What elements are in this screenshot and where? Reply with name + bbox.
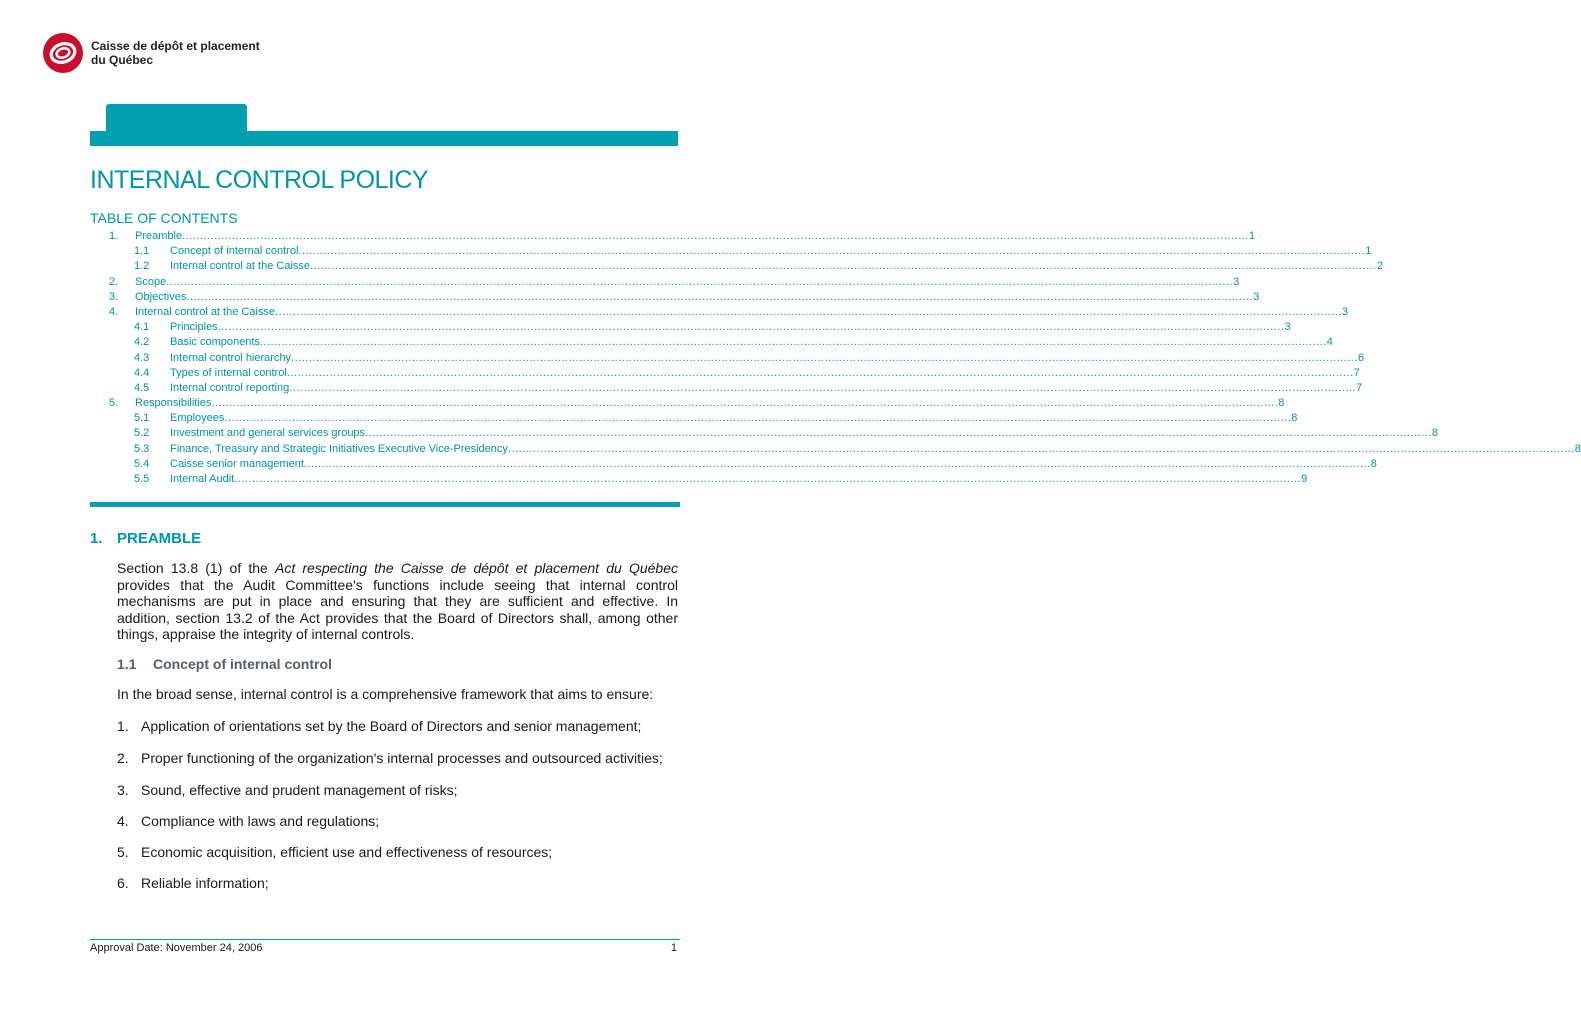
toc-entry-line	[135, 275, 1240, 290]
toc-entry[interactable]	[90, 381, 1363, 396]
toc-entry-text: Internal control at the Caisse	[135, 305, 276, 318]
list-item-text: Reliable information;	[141, 875, 269, 891]
toc-entry[interactable]	[90, 472, 1308, 487]
toc-entry-page: 3	[1253, 290, 1260, 303]
act-title: Act respecting the Caisse de dépôt et placement du Québec	[275, 560, 678, 576]
toc-leader-dots: ............................................................................................................................................................................................................................................................................................................	[234, 473, 1302, 485]
toc-entry-page: 6	[1357, 351, 1365, 364]
toc-entry-text: Investment and general services groups	[170, 427, 366, 440]
list-item	[117, 718, 641, 734]
toc-entry-number: 1.2	[134, 260, 150, 273]
page-number: 1	[670, 942, 677, 954]
toc-entry[interactable]	[90, 366, 1360, 381]
toc-entry[interactable]	[90, 290, 1260, 305]
toc-entry-line	[170, 351, 1365, 366]
list-item-number: 3.	[117, 782, 129, 798]
toc-entry-number: 4.5	[134, 381, 150, 394]
toc-entry-line	[170, 320, 1291, 335]
toc-entry-page: 1	[1248, 230, 1256, 242]
toc-entry-page: 8	[1278, 397, 1285, 410]
section-1-1-heading	[117, 656, 332, 672]
toc-entry-line	[170, 442, 1581, 457]
toc-entry[interactable]	[90, 396, 1285, 411]
list-item-text: Compliance with laws and regulations;	[141, 813, 380, 829]
table-of-contents	[90, 229, 1581, 487]
toc-entry-number: 4.3	[134, 351, 150, 364]
toc-leader-dots: ............................................................................................................................................................................................................................................................................................................	[259, 336, 1327, 349]
toc-entry-page: 7	[1353, 366, 1360, 379]
toc-entry-page: 2	[1376, 260, 1384, 273]
toc-entry-number: 5.5	[134, 473, 150, 485]
preamble-text-end: provides that the Audit Committee's functions include seeing that internal control mechanisms are put in place and ensuring that they are sufficient and effective. In addition, section 13.2 of the Act provides that the Board of Directors shall, among other things, appraise the integrity of internal controls.	[117, 576, 678, 642]
toc-entry-text: Basic components	[170, 336, 260, 349]
header-band	[90, 131, 678, 146]
toc-entry-number: 5.1	[134, 412, 150, 425]
toc-entry-text: Objectives	[135, 290, 187, 303]
toc-entry[interactable]	[90, 335, 1333, 350]
toc-entry[interactable]	[90, 411, 1298, 426]
toc-entry-text: Responsibilities	[135, 397, 212, 410]
list-item	[117, 844, 552, 860]
toc-entry-line	[170, 335, 1333, 350]
toc-leader-dots: ............................................................................................................................................................................................................................................................................................................	[186, 290, 1254, 303]
toc-entry-line	[170, 457, 1377, 472]
section-1-number: 1.	[90, 530, 103, 547]
toc-entry-page: 3	[1341, 305, 1349, 318]
toc-entry-text: Concept of internal control	[170, 245, 299, 258]
toc-entry-line	[135, 396, 1285, 411]
document-title: INTERNAL CONTROL POLICY	[90, 166, 429, 194]
list-item	[117, 750, 663, 766]
toc-entry-number: 1.1	[134, 245, 150, 258]
toc-entry[interactable]	[90, 259, 1384, 274]
toc-leader-dots: ............................................................................................................................................................................................................................................................................................................	[310, 260, 1377, 273]
toc-entry-text: Preamble	[135, 230, 183, 242]
toc-entry-page: 4	[1326, 336, 1333, 349]
toc-entry-text: Internal control at the Caisse	[170, 260, 311, 273]
toc-entry-number: 1.	[109, 230, 119, 242]
toc-entry-text: Internal Audit	[170, 473, 235, 485]
toc-entry-page: 8	[1431, 427, 1439, 440]
toc-entry-number: 5.	[109, 397, 119, 410]
approval-date: Approval Date: November 24, 2006	[90, 942, 263, 954]
toc-entry-text: Internal control reporting	[170, 381, 290, 394]
toc-entry-number: 4.2	[134, 336, 150, 349]
toc-entry-line	[135, 305, 1349, 320]
list-item-number: 4.	[117, 813, 129, 829]
list-item-text: Economic acquisition, efficient use and effectiveness of resources;	[141, 844, 553, 860]
section-divider	[90, 502, 680, 507]
toc-entry-number: 5.4	[134, 457, 150, 470]
list-item-text: Proper functioning of the organization's internal processes and outsourced activities;	[141, 750, 663, 766]
toc-leader-dots: ............................................................................................................................................................................................................................................................................................................	[286, 366, 1354, 379]
toc-entry-number: 5.3	[134, 442, 150, 455]
toc-leader-dots: ............................................................................................................................................................................................................................................................................................................	[217, 321, 1285, 334]
list-item-number: 1.	[117, 718, 129, 734]
toc-entry-page: 8	[1291, 412, 1298, 425]
section-1-1-number: 1.1	[117, 656, 137, 672]
toc-entry-number: 4.4	[134, 366, 150, 379]
toc-leader-dots: ............................................................................................................................................................................................................................................................................................................	[365, 427, 1432, 440]
toc-entry-line	[170, 472, 1308, 487]
toc-leader-dots: ............................................................................................................................................................................................................................................................................................................	[182, 230, 1249, 242]
toc-entry-line	[135, 229, 1256, 244]
logo-line-1: Caisse de dépôt et placement	[91, 39, 260, 53]
list-item-number: 2.	[117, 750, 129, 766]
footer-rule	[90, 939, 680, 940]
toc-entry-line	[170, 381, 1363, 396]
logo-line-2: du Québec	[91, 53, 154, 67]
toc-leader-dots: ............................................................................................................................................................................................................................................................................................................	[507, 442, 1575, 455]
toc-entry-line	[135, 290, 1260, 305]
toc-entry-number: 5.2	[134, 427, 150, 440]
toc-entry-page: 3	[1284, 321, 1291, 334]
toc-entry-text: Types of internal control	[170, 366, 287, 379]
toc-entry[interactable]	[90, 244, 1372, 259]
toc-entry[interactable]	[90, 442, 1581, 457]
toc-entry-text: Employees	[170, 412, 225, 425]
toc-entry-text: Caisse senior management	[170, 457, 304, 470]
logo-text	[91, 39, 260, 67]
toc-leader-dots: ............................................................................................................................................................................................................................................................................................................	[211, 397, 1279, 410]
toc-entry[interactable]	[90, 305, 1349, 320]
list-item	[117, 782, 458, 798]
toc-entry[interactable]	[90, 351, 1365, 366]
section-1-title: PREAMBLE	[117, 530, 202, 547]
section-1-heading	[90, 530, 201, 547]
list-item	[117, 813, 379, 829]
toc-entry-text: Scope	[135, 275, 167, 288]
toc-entry-number: 4.	[109, 305, 119, 318]
list-item-text: Application of orientations set by the Board of Directors and senior management;	[141, 718, 642, 734]
lead-sentence: In the broad sense, internal control is a comprehensive framework that aims to ensure:	[117, 686, 654, 702]
toc-leader-dots: ............................................................................................................................................................................................................................................................................................................	[298, 245, 1366, 258]
toc-leader-dots: ............................................................................................................................................................................................................................................................................................................	[275, 305, 1342, 318]
preamble-text-start: Section 13.8 (1) of the	[117, 560, 275, 576]
toc-leader-dots: ............................................................................................................................................................................................................................................................................................................	[303, 457, 1371, 470]
toc-entry-number: 3.	[109, 290, 119, 303]
toc-entry-text: Principles	[170, 321, 218, 334]
toc-entry-line	[170, 244, 1372, 259]
toc-entry-line	[170, 426, 1439, 441]
toc-entry[interactable]	[90, 275, 1240, 290]
toc-entry[interactable]	[90, 320, 1291, 335]
toc-entry-line	[170, 366, 1360, 381]
toc-entry[interactable]	[90, 426, 1439, 441]
toc-entry-number: 2.	[109, 275, 119, 288]
toc-entry-page: 7	[1356, 381, 1363, 394]
toc-leader-dots: ............................................................................................................................................................................................................................................................................................................	[166, 275, 1234, 288]
toc-entry-line	[170, 411, 1298, 426]
logo	[42, 32, 260, 74]
toc-entry-text: Finance, Treasury and Strategic Initiatives Executive Vice-Presidency	[170, 442, 508, 455]
toc-title: TABLE OF CONTENTS	[90, 210, 238, 226]
toc-leader-dots: ............................................................................................................................................................................................................................................................................................................	[224, 412, 1292, 425]
section-1-1-title: Concept of internal control	[153, 656, 332, 672]
toc-entry-number: 4.1	[134, 321, 150, 334]
toc-leader-dots: ............................................................................................................................................................................................................................................................................................................	[291, 351, 1358, 364]
toc-entry-page: 8	[1574, 442, 1581, 455]
toc-entry-line	[170, 259, 1384, 274]
list-item-number: 5.	[117, 844, 129, 860]
caisse-logo-icon	[42, 32, 84, 74]
toc-entry-page: 8	[1370, 457, 1377, 470]
list-item-number: 6.	[117, 875, 129, 891]
toc-leader-dots: ............................................................................................................................................................................................................................................................................................................	[289, 381, 1357, 394]
toc-entry-page: 3	[1233, 275, 1240, 288]
preamble-paragraph	[117, 560, 678, 643]
toc-entry-page: 9	[1301, 473, 1308, 485]
toc-entry[interactable]	[90, 457, 1377, 472]
toc-entry-page: 1	[1365, 245, 1372, 258]
toc-entry-text: Internal control hierarchy	[170, 351, 292, 364]
list-item	[117, 875, 269, 891]
toc-entry[interactable]	[90, 229, 1256, 244]
list-item-text: Sound, effective and prudent management of risks;	[141, 782, 458, 798]
